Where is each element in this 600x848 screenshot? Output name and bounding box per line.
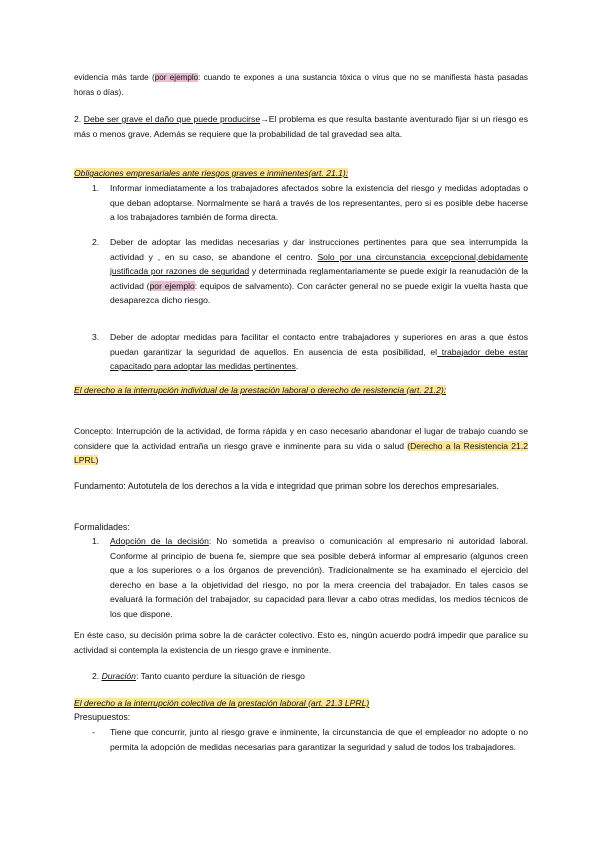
label-formalidades: Formalidades: bbox=[74, 522, 130, 532]
list-number: 1. bbox=[92, 536, 100, 546]
underlined-phrase: Duración bbox=[101, 671, 136, 681]
paragraph-concepto: Concepto: Interrupción de la actividad, de forma rápida y en caso necesario abandonar el lugar de trabajo cuando se considere que la actividad entraña un riesgo grave e inminente para su vida o salud (Derecho a la Resistencia 21.2 LPRL) bbox=[74, 426, 528, 466]
highlight-por-ejemplo: por ejemplo bbox=[154, 73, 199, 82]
list-number: 3. bbox=[92, 332, 100, 342]
list-dash: - bbox=[92, 727, 95, 737]
highlight-derecho-resistencia: (Derecho a la Resistencia 21.2 LPRL) bbox=[74, 440, 528, 466]
list-number: 2. bbox=[92, 237, 100, 247]
underlined-phrase: Debe ser grave el daño que puede producirse bbox=[83, 114, 261, 124]
underlined-phrase: Solo por una circunstancia excepcional,debidamente justificada por razones de seguridad bbox=[110, 251, 528, 277]
list-item-duracion: 2. Duración: Tanto cuanto perdure la situación de riesgo bbox=[92, 671, 305, 681]
underlined-phrase: trabajador debe estar capacitado para adoptar las medidas pertinentes bbox=[110, 346, 528, 372]
list-item-adoptar-medidas: Deber de adoptar las medidas necesarias y dar instrucciones pertinentes para que sea interrumpida la actividad y , en su caso, se abandone el centro. Solo por una circunstancia excepcional,debidamente justificada por razones de seguridad y determinada reglamentariamente se puede exigir la reanudación de la actividad (por ejemplo: equipos de salvamento). Con carácter general no se puede exigir la vuelta hasta que desaparezca dicho riesgo. bbox=[110, 237, 529, 306]
heading-obligaciones: Obligaciones empresariales ante riesgos graves e inminentes(art. 21.1): bbox=[74, 168, 349, 178]
paragraph-evidencia: evidencia más tarde (por ejemplo: cuando te expones a una sustancia tóxica o virus que no se manifiesta hasta pasadas horas o días). bbox=[74, 73, 528, 97]
list-item-adopcion-decision: Adopción de la decisión: No sometida a preaviso o comunicación al empresario ni autoridad laboral. Conforme al principio de buena fe, siempre que sea posible deberá informar al empresario (algunos creen que a los superiores o a los órganos de prevención). Tradicionalmente se ha examinado el ejercicio del derecho en base a la objetividad del riesgo, no por la mera creencia del trabajador. En tales casos se evaluará la formación del trabajador, su capacidad para llevar a cabo otras medidas, los medios técnicos de los que dispone. bbox=[110, 536, 529, 619]
paragraph-grave-dano: 2. Debe ser grave el daño que puede producirse→El problema es que resulta bastante aventurado fijar si un riesgo es más o menos grave. Además se requiere que la probabilidad de tal gravedad sea alta. bbox=[74, 114, 529, 139]
list-number: 1. bbox=[92, 183, 100, 193]
list-item-contacto: Deber de adoptar medidas para facilitar el contacto entre trabajadores y superiores en aras a que éstos puedan garantizar la seguridad de aquellos. En ausencia de esta posibilidad, el trabajador debe estar capacitado para adoptar las medidas pertinentes. bbox=[110, 332, 528, 372]
heading-interrupcion-individual: El derecho a la interrupción individual de la prestación laboral o derecho de resistencia (art. 21.2): bbox=[74, 385, 447, 395]
underlined-phrase: Adopción de la decisión bbox=[110, 536, 209, 546]
paragraph-fundamento: Fundamento: Autotutela de los derechos a la vida e integridad que priman sobre los derechos empresariales. bbox=[74, 481, 499, 491]
list-item-concurrir: Tiene que concurrir, junto al riesgo grave e inminente, la circunstancia de que el empleador no adopte o no permita la adopción de medidas necesarias para garantizar la seguridad y salud de todos los trabajadores. bbox=[110, 727, 528, 752]
highlight-por-ejemplo: por ejemplo bbox=[149, 280, 195, 291]
heading-interrupcion-colectiva: El derecho a la interrupción colectiva de la prestación laboral (art. 21.3 LPRL) bbox=[74, 698, 370, 708]
label-presupuestos: Presupuestos: bbox=[74, 712, 131, 722]
paragraph-decision-prima: En éste caso, su decisión prima sobre la de carácter colectivo. Esto es, ningún acuerdo podrá impedir que paralice su actividad si contempla la existencia de un riesgo grave e inminente. bbox=[74, 630, 528, 655]
list-item-informar: Informar inmediatamente a los trabajadores afectados sobre la existencia del riesgo y medidas adoptadas o que deban adoptarse. Normalmente se hará a través de los representantes, pero si es posible debe hacerse a los trabajadores también de forma directa. bbox=[110, 183, 528, 223]
